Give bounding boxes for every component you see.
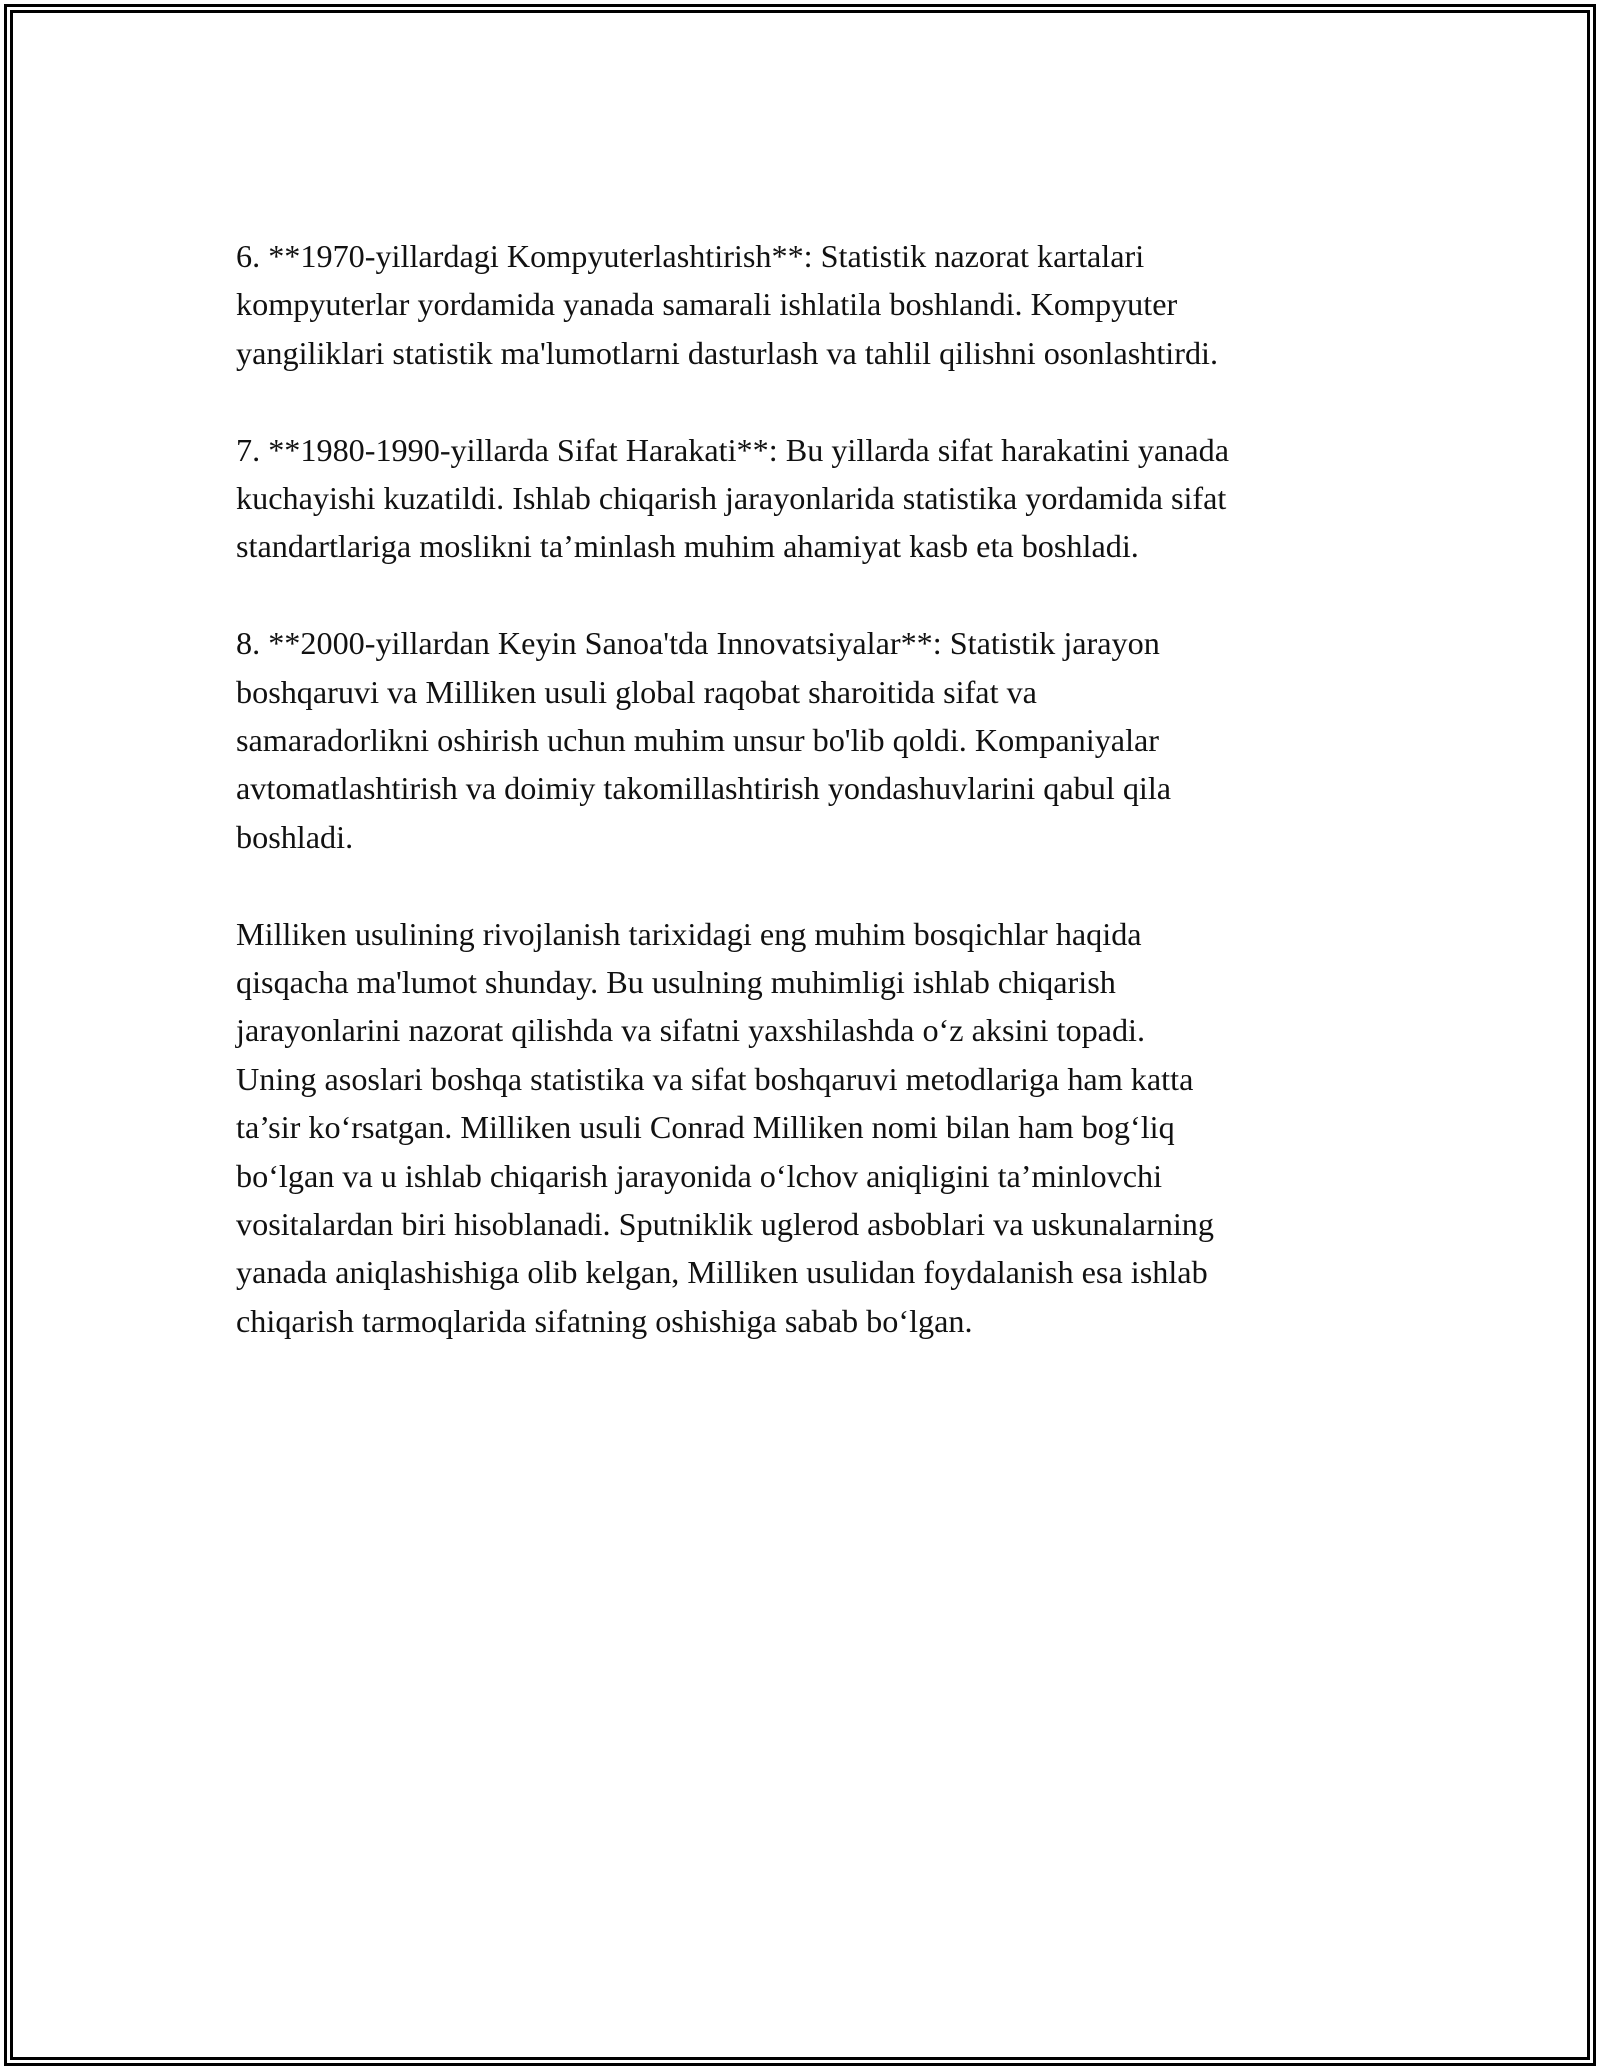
paragraph-item-8: 8. **2000-yillardan Keyin Sanoa'tda Innovatsiyalar**: Statistik jarayon boshqaruvi va Milliken usuli global raqobat sharoitida sifat va samaradorlikni oshirish uchun muhim unsur bo'lib qoldi. Kompaniyalar avtomatlashtirish va doimiy takomillashtirish yondashuvlarini qabul qila boshladi.	[236, 625, 1172, 855]
paragraph-item-6: 6. **1970-yillardagi Kompyuterlashtirish**: Statistik nazorat kartalari kompyuterlar yordamida yanada samarali ishlatila boshlandi. Kompyuter yangiliklari statistik ma'lumotlarni dasturlash va tahlil qilishni osonlashtirdi.	[236, 238, 1219, 371]
document-body	[236, 232, 1376, 1345]
summary-paragraph: Milliken usulining rivojlanish tarixidagi eng muhim bosqichlar haqida qisqacha ma'lumot shunday. Bu usulning muhimligi ishlab chiqarish jarayonlarini nazorat qilishda va sifatni yaxshilashda o‘z aksini topadi. Uning asoslari boshqa statistika va sifat boshqaruvi metodlariga ham katta ta’sir ko‘rsatgan. Milliken usuli Conrad Milliken nomi bilan ham bog‘liq bo‘lgan va u ishlab chiqarish jarayonida o‘lchov aniqligini ta’minlovchi vositalardan biri hisoblanadi. Sputniklik uglerod asboblari va uskunalarning yanada aniqlashishiga olib kelgan, Milliken usulidan foydalanish esa ishlab chiqarish tarmoqlarida sifatning oshishiga sabab bo‘lgan.	[236, 915, 1214, 1339]
paragraph-item-7: 7. **1980-1990-yillarda Sifat Harakati**: Bu yillarda sifat harakatini yanada kuchayishi kuzatildi. Ishlab chiqarish jarayonlarida statistika yordamida sifat standartlariga moslikni ta’minlash muhim ahamiyat kasb eta boshladi.	[236, 431, 1230, 565]
